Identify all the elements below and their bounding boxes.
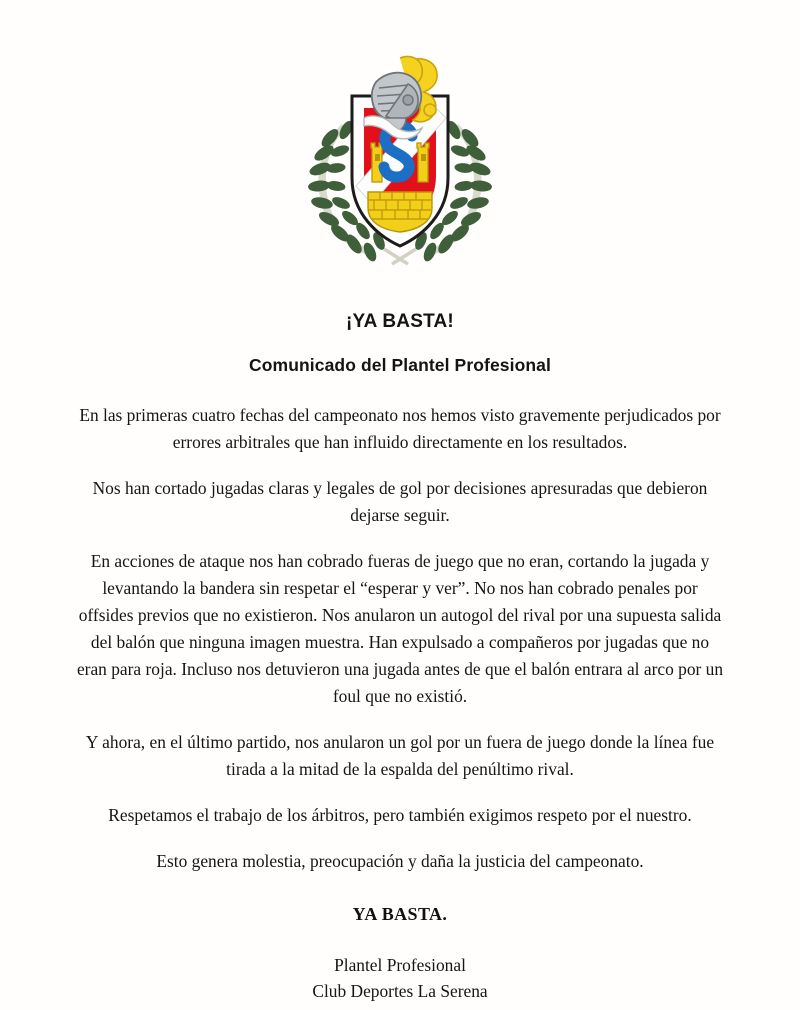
paragraph-6: Esto genera molestia, preocupación y daña la justicia del campeonato. <box>156 850 644 871</box>
paragraph-5: Respetamos el trabajo de los árbitros, pero también exigimos respeto por el nuestro. <box>108 804 692 825</box>
paragraph-4: Y ahora, en el último partido, nos anularon un gol por un fuera de juego donde la línea fue tirada a la mitad de la espalda del penúltimo rival. <box>85 731 715 779</box>
page-title: ¡YA BASTA! <box>346 311 454 332</box>
paragraph-1: En las primeras cuatro fechas del campeonato nos hemos visto gravemente perjudicados por errores arbitrales que han influido directamente en los resultados. <box>79 404 721 452</box>
crest-container <box>0 0 800 267</box>
laurel-crossing <box>384 249 416 264</box>
headings-block <box>0 311 800 376</box>
closing-statement: YA BASTA. <box>352 903 448 924</box>
club-crest-icon <box>280 52 520 267</box>
page-subtitle: Comunicado del Plantel Profesional <box>249 354 551 375</box>
paragraph-2: Nos han cortado jugadas claras y legales de gol por decisiones apresuradas que debieron dejarse seguir. <box>92 477 708 525</box>
signature-line-1: Plantel Profesional <box>334 954 466 975</box>
tower-right <box>417 143 429 182</box>
statement-body <box>76 402 724 1004</box>
signature-block <box>76 952 724 1004</box>
signature-line-2: Club Deportes La Serena <box>312 980 488 1001</box>
paragraph-3: En acciones de ataque nos han cobrado fueras de juego que no eran, cortando la jugada y levantando la bandera sin respetar el “esperar y ver”. No nos han cobrado penales por offsides previos que no existieron. Nos anularon un autogol del rival por una supuesta salida del balón que ninguna imagen muestra. Han expulsado a compañeros por jugadas que no eran para roja. Incluso nos detuvieron una jugada antes de que el balón entrara al arco por un foul que no existió. <box>76 550 724 706</box>
